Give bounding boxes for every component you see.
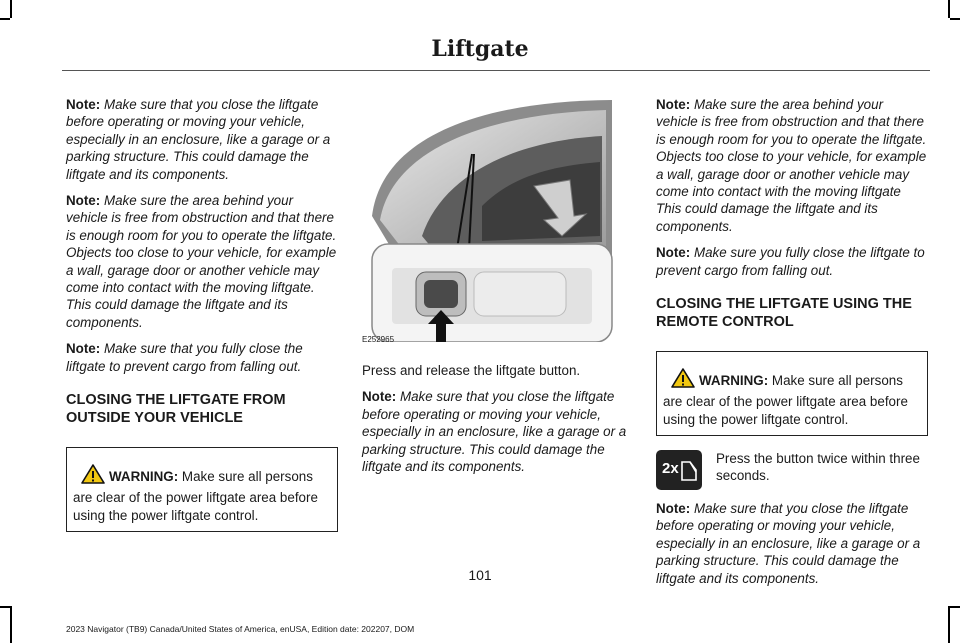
note-label: Note: <box>656 97 691 112</box>
warning-box <box>66 447 338 532</box>
crop-mark <box>0 606 10 608</box>
crop-mark <box>0 18 10 20</box>
note-label: Note: <box>66 341 101 357</box>
warning-text: Make sure all persons are clear of the power liftgate area before using the power liftgate control. <box>73 469 318 524</box>
note-paragraph <box>656 96 928 235</box>
figure-id: E252965 <box>362 334 395 344</box>
crop-mark <box>950 606 960 608</box>
note-paragraph <box>66 96 338 183</box>
warning-triangle-icon <box>671 368 695 393</box>
crop-mark <box>948 606 950 643</box>
note-text: Make sure that you close the liftgate before operating or moving your vehicle, especially in an enclosure, like a garage or a parking structure. This could damage the liftgate and its components. <box>362 389 627 475</box>
instruction-text: Press and release the liftgate button. <box>362 363 581 378</box>
note-text: Make sure the area behind your vehicle is free from obstruction and that there is enough room for you to operate the liftgate. Objects too close to your vehicle, for example a wall, garage door or another vehicle may come into contact with the moving liftgate. This could damage the liftgate and its components. <box>66 193 337 330</box>
note-label: Note: <box>66 193 101 209</box>
note-text: Make sure that you close the liftgate before operating or moving your vehicle, especially in an enclosure, like a garage or a parking structure. This could damage the liftgate and its components. <box>656 501 921 586</box>
section-heading: CLOSING THE LIFTGATE USING THE REMOTE CONTROL <box>656 296 912 331</box>
remote-instruction-text: Press the button twice within three seconds. <box>716 451 920 484</box>
liftgate-illustration-image <box>362 96 616 342</box>
page-title: Liftgate <box>431 36 529 62</box>
remote-liftgate-2x-icon <box>656 450 702 490</box>
title-divider <box>62 70 930 71</box>
note-text: Make sure you fully close the liftgate to prevent cargo from falling out. <box>656 245 925 278</box>
remote-instruction-row <box>656 450 928 490</box>
remote-icon-text: 2x <box>662 460 679 478</box>
note-paragraph <box>66 340 338 375</box>
note-text: Make sure the area behind your vehicle is free from obstruction and that there is enough room for you to operate the liftgate. Objects too close to your vehicle, for example a wall, garage door or another vehicle may come into contact with the moving liftgate This could damage the liftgate and its components. <box>656 97 927 234</box>
warning-label: WARNING: <box>699 373 769 389</box>
warning-label: WARNING: <box>109 469 179 485</box>
note-label: Note: <box>362 389 397 405</box>
note-text: Make sure that you fully close the liftgate to prevent cargo from falling out. <box>66 341 303 374</box>
warning-text: Make sure all persons are clear of the power liftgate area before using the power liftgate control. <box>663 373 908 428</box>
crop-mark <box>948 0 950 18</box>
column-left <box>66 96 338 532</box>
note-text: Make sure that you close the liftgate before operating or moving your vehicle, especially in an enclosure, like a garage or a parking structure. This could damage the liftgate and its components. <box>66 97 331 182</box>
crop-mark <box>10 0 12 18</box>
column-middle <box>362 96 634 484</box>
edition-footer: 2023 Navigator (TB9) Canada/United States of America, enUSA, Edition date: 202207, DOM <box>66 624 415 634</box>
note-paragraph <box>66 192 338 331</box>
note-paragraph <box>656 244 928 279</box>
section-heading: CLOSING THE LIFTGATE FROM OUTSIDE YOUR VEHICLE <box>66 392 286 427</box>
column-right <box>656 96 928 596</box>
warning-triangle-icon <box>81 464 105 489</box>
crop-mark <box>10 606 12 643</box>
page-number: 101 <box>468 567 492 583</box>
liftgate-button-illustration <box>362 96 616 348</box>
warning-box <box>656 351 928 436</box>
note-label: Note: <box>656 245 691 261</box>
note-label: Note: <box>656 501 691 517</box>
note-paragraph <box>362 388 634 475</box>
crop-mark <box>950 18 960 20</box>
note-label: Note: <box>66 97 101 112</box>
